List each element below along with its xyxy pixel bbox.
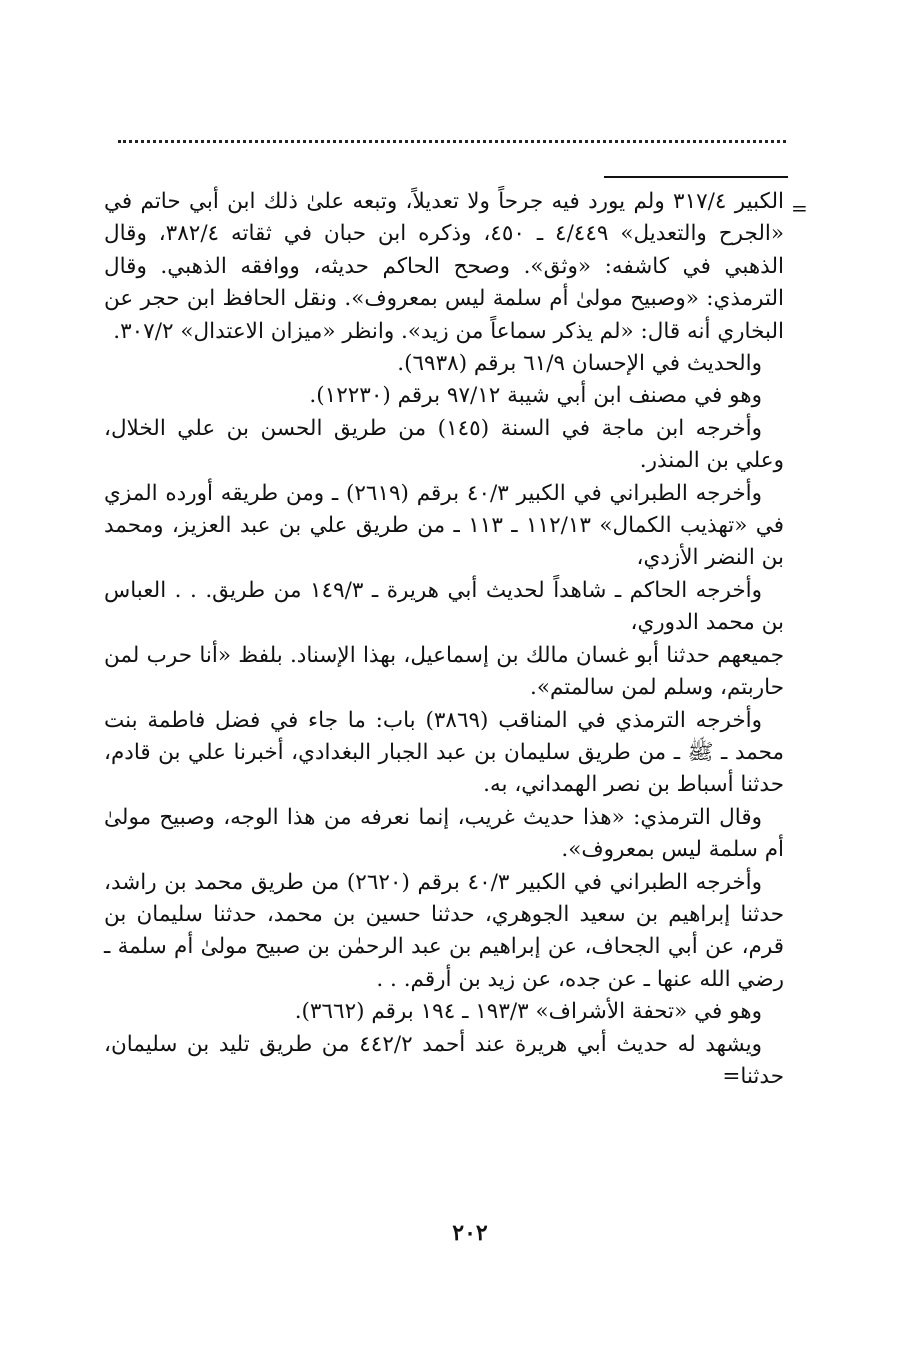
footnote-paragraph: وأخرجه الطبراني في الكبير ٤٠/٣ برقم (٢٦٢٠) من طريق محمد بن راشد، حدثنا إبراهيم بن سعيد الجوهري، حدثنا حسين بن محمد، حدثنا سليمان بن قرم، عن أبي الجحاف، عن إبراهيم بن عبد الرحمٰن بن صبيح مولىٰ أم سلمة ـ رضي الله عنها ـ عن جده، عن زيد بن أرقم. . . [104, 869, 784, 992]
footnote-body [104, 186, 784, 1093]
footnote-separator-rule [604, 176, 788, 178]
footnote-paragraph: الكبير ٣١٧/٤ ولم يورد فيه جرحاً ولا تعديلاً، وتبعه علىٰ ذلك ابن أبي حاتم في «الجرح والتعديل» ٤/٤٤٩ ـ ٤٥٠، وذكره ابن حبان في ثقاته ٣٨٢/٤، وقال الذهبي في كاشفه: «وثق». وصحح الحاكم حديثه، ووافقه الذهبي. وقال الترمذي: «وصبيح مولىٰ أم سلمة ليس بمعروف». ونقل الحافظ ابن حجر عن البخاري أنه قال: «لم يذكر سماعاً من زيد». وانظر «ميزان الاعتدال» ٣٠٧/٢. [104, 189, 785, 344]
footnote-paragraph: والحديث في الإحسان ٦١/٩ برقم (٦٩٣٨). [397, 351, 762, 377]
footnote-paragraph: وأخرجه الطبراني في الكبير ٤٠/٣ برقم (٢٦١٩) ـ ومن طريقه أورده المزي في «تهذيب الكمال» ١١٢/١٣ ـ ١١٣ ـ من طريق علي بن عبد العزيز، ومحمد بن النضر الأزدي، [104, 480, 784, 571]
footnote-paragraph: وهو في «تحفة الأشراف» ١٩٣/٣ ـ ١٩٤ برقم (٣٦٦٢). [294, 999, 762, 1025]
footnote-continuation-marker: = [791, 196, 808, 220]
page-number: ٢٠٢ [452, 1220, 488, 1246]
footnote-paragraph: جميعهم حدثنا أبو غسان مالك بن إسماعيل، بهذا الإسناد. بلفظ «أنا حرب لمن حاربتم، وسلم لمن سالمتم». [104, 642, 784, 701]
footnote-paragraph: وأخرجه الحاكم ـ شاهداً لحديث أبي هريرة ـ ١٤٩/٣ من طريق. . . العباس بن محمد الدوري، [104, 577, 784, 636]
footnote-paragraph: وأخرجه الترمذي في المناقب (٣٨٦٩) باب: ما جاء في فضل فاطمة بنت محمد ـ ﷺ ـ من طريق سليمان بن عبد الجبار البغدادي، أخبرنا علي بن قادم، حدثنا أسباط بن نصر الهمداني، به. [104, 707, 784, 798]
footnote-paragraph: وقال الترمذي: «هذا حديث غريب، إنما نعرفه من هذا الوجه، وصبيح مولىٰ أم سلمة ليس بمعروف». [104, 804, 784, 863]
footnote-paragraph: ويشهد له حديث أبي هريرة عند أحمد ٤٤٢/٢ من طريق تليد بن سليمان، حدثنا= [104, 1031, 784, 1089]
footnote-paragraph: وهو في مصنف ابن أبي شيبة ٩٧/١٢ برقم (١٢٢٣٠). [309, 383, 762, 409]
footnote-paragraph: وأخرجه ابن ماجة في السنة (١٤٥) من طريق الحسن بن علي الخلال، وعلي بن المنذر. [104, 415, 784, 474]
dotted-separator [118, 140, 786, 143]
